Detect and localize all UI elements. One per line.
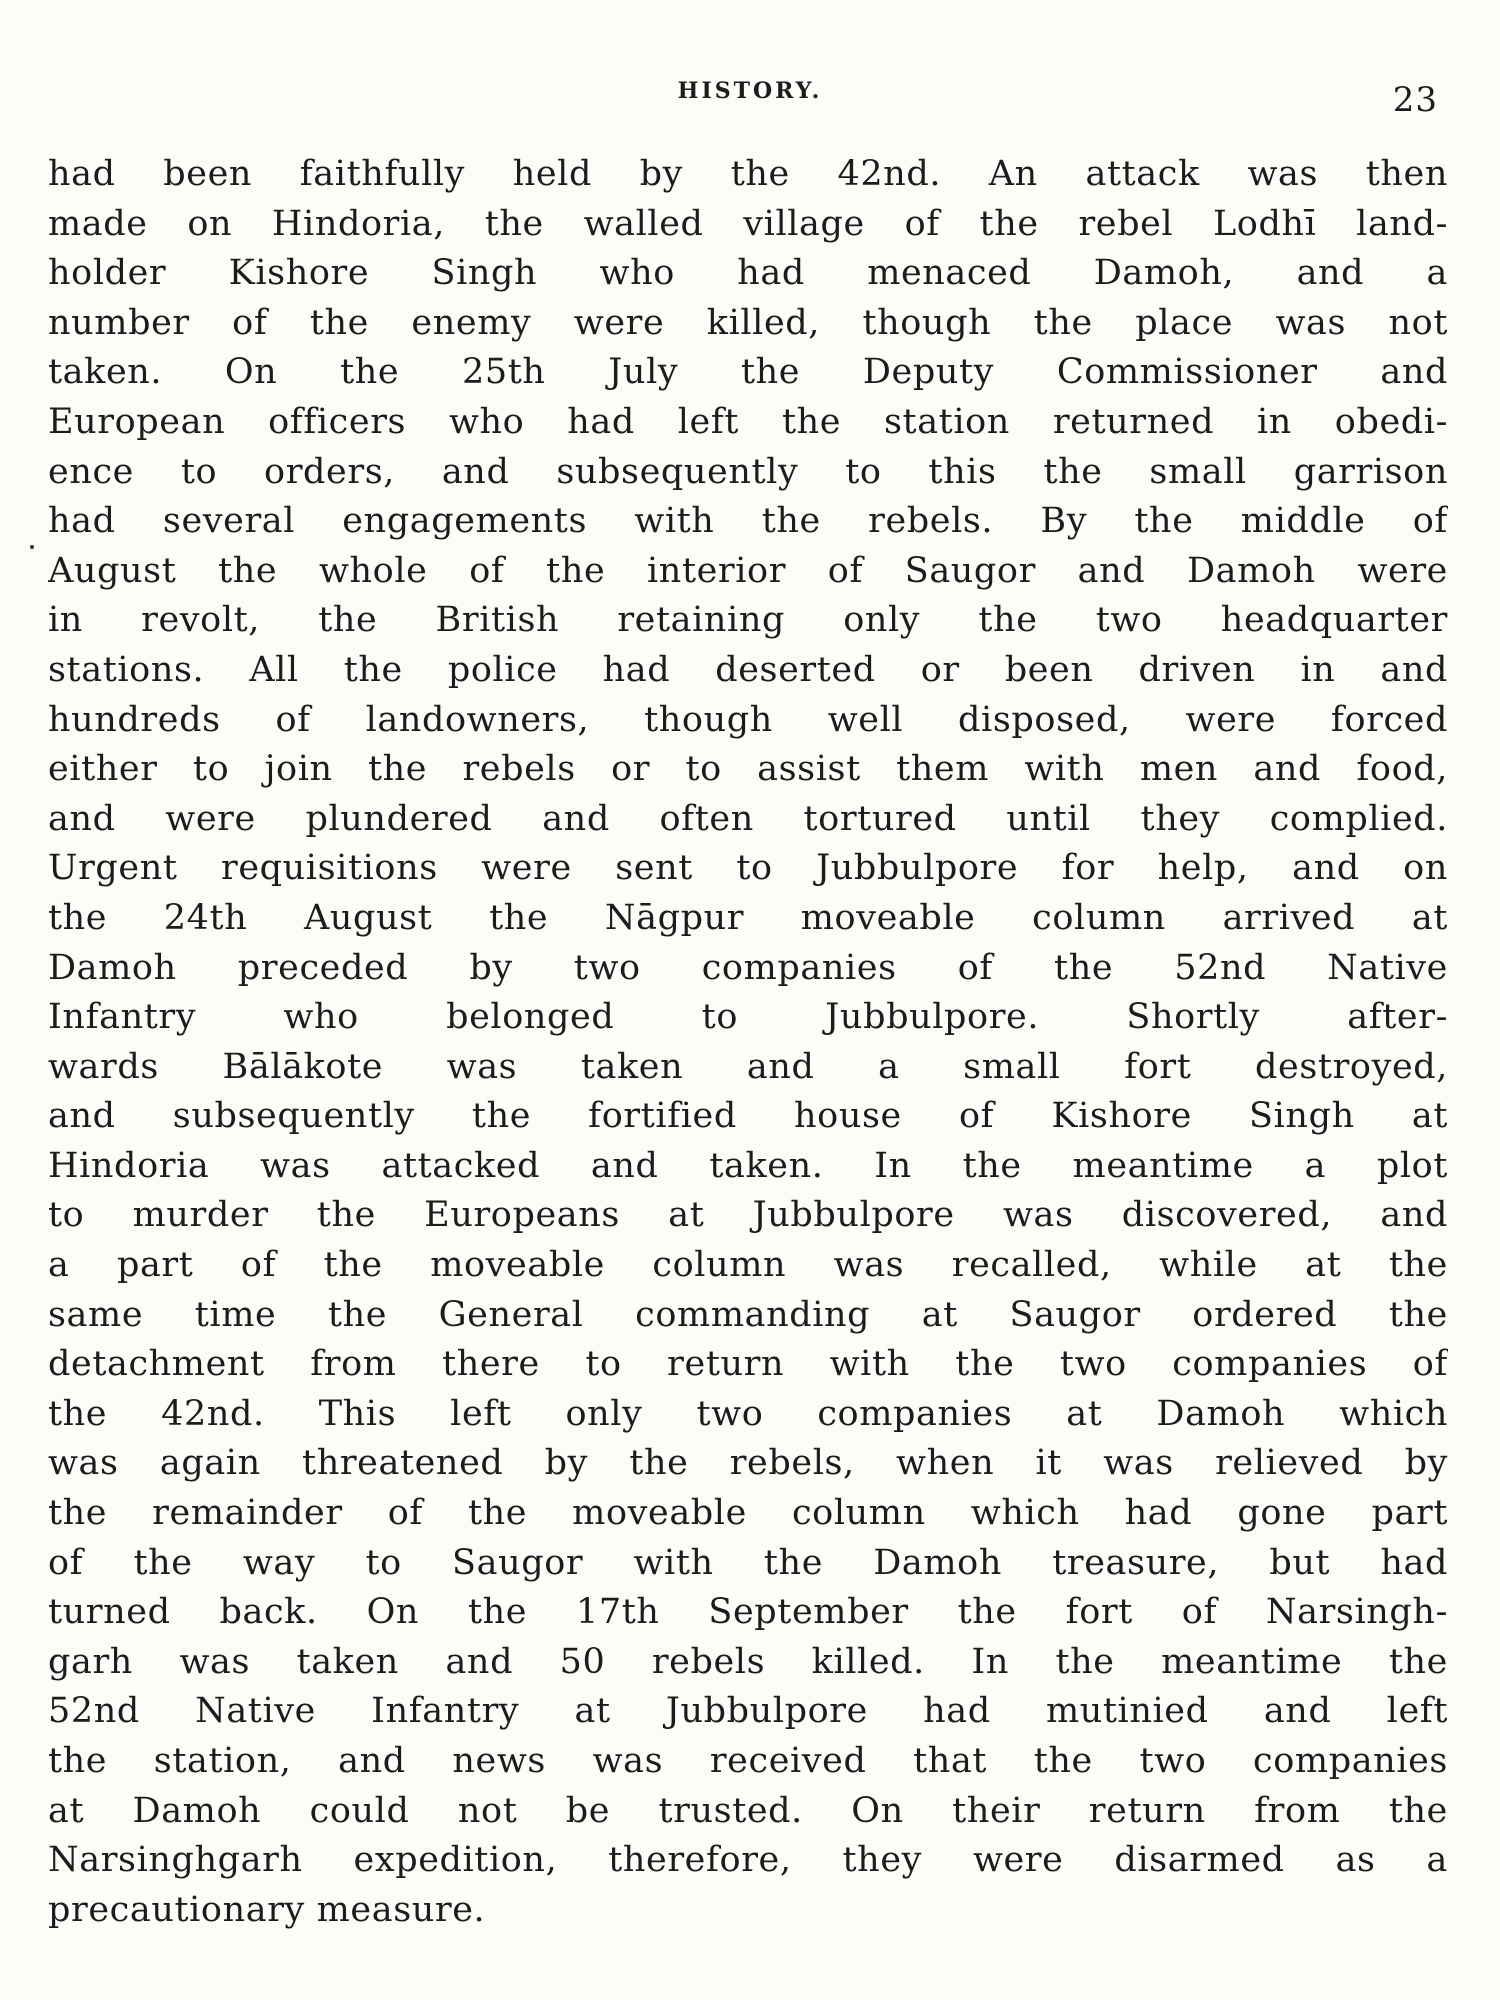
text-line: European officers who had left the station returned in obedi- (48, 401, 1448, 442)
text-line: wards Bālākote was taken and a small fort destroyed, (48, 1046, 1448, 1087)
text-line: the 24th August the Nāgpur moveable column arrived at (48, 897, 1448, 938)
text-line: made on Hindoria, the walled village of the rebel Lodhī land- (48, 203, 1448, 244)
text-line: Urgent requisitions were sent to Jubbulpore for help, and on (48, 848, 1448, 889)
text-line: at Damoh could not be trusted. On their return from the (48, 1790, 1448, 1831)
text-line: a part of the moveable column was recalled, while at the (48, 1245, 1448, 1286)
running-head: HISTORY. (677, 78, 823, 104)
text-line: detachment from there to return with the two companies of (48, 1344, 1448, 1385)
text-line: and were plundered and often tortured until they complied. (48, 798, 1448, 839)
body-paragraph (48, 150, 1448, 1935)
text-line: Narsinghgarh expedition, therefore, they were disarmed as a (48, 1840, 1448, 1881)
text-line: number of the enemy were killed, though the place was not (48, 302, 1448, 343)
text-line-last: precautionary measure. (48, 1889, 486, 1930)
text-line: was again threatened by the rebels, when it was relieved by (48, 1443, 1448, 1484)
text-line: the station, and news was received that the two companies (48, 1741, 1448, 1781)
text-line: hundreds of landowners, though well disposed, were forced (48, 699, 1448, 740)
text-line: same time the General commanding at Saugor ordered the (48, 1294, 1448, 1335)
text-line: garh was taken and 50 rebels killed. In the meantime the (48, 1641, 1448, 1682)
text-line: either to join the rebels or to assist them with men and food, (48, 749, 1448, 790)
text-line: holder Kishore Singh who had menaced Damoh, and a (48, 253, 1448, 294)
text-line: turned back. On the 17th September the fort of Narsingh- (48, 1592, 1448, 1633)
text-line: had been faithfully held by the 42nd. An attack was then (48, 154, 1448, 194)
text-line: had several engagements with the rebels. By the middle of (48, 501, 1448, 542)
text-line: taken. On the 25th July the Deputy Commissioner and (48, 352, 1448, 393)
text-line: 52nd Native Infantry at Jubbulpore had mutinied and left (48, 1691, 1448, 1732)
text-line: Hindoria was attacked and taken. In the meantime a plot (48, 1145, 1448, 1186)
text-line: ence to orders, and subsequently to this the small garrison (48, 451, 1448, 492)
text-line: to murder the Europeans at Jubbulpore was discovered, and (48, 1195, 1448, 1236)
text-line: and subsequently the fortified house of Kishore Singh at (48, 1096, 1448, 1137)
print-speck (30, 545, 34, 549)
text-line: stations. All the police had deserted or been driven in and (48, 649, 1448, 690)
text-line: of the way to Saugor with the Damoh treasure, but had (48, 1542, 1448, 1583)
text-line: the remainder of the moveable column which had gone part (48, 1493, 1448, 1534)
text-line: Infantry who belonged to Jubbulpore. Shortly after- (48, 997, 1448, 1038)
page-number: 23 (1392, 80, 1438, 120)
text-line: the 42nd. This left only two companies at Damoh which (48, 1393, 1448, 1434)
text-line: Damoh preceded by two companies of the 52nd Native (48, 947, 1448, 988)
text-line: August the whole of the interior of Saugor and Damoh were (48, 550, 1448, 591)
text-line: in revolt, the British retaining only the two headquarter (48, 600, 1448, 641)
